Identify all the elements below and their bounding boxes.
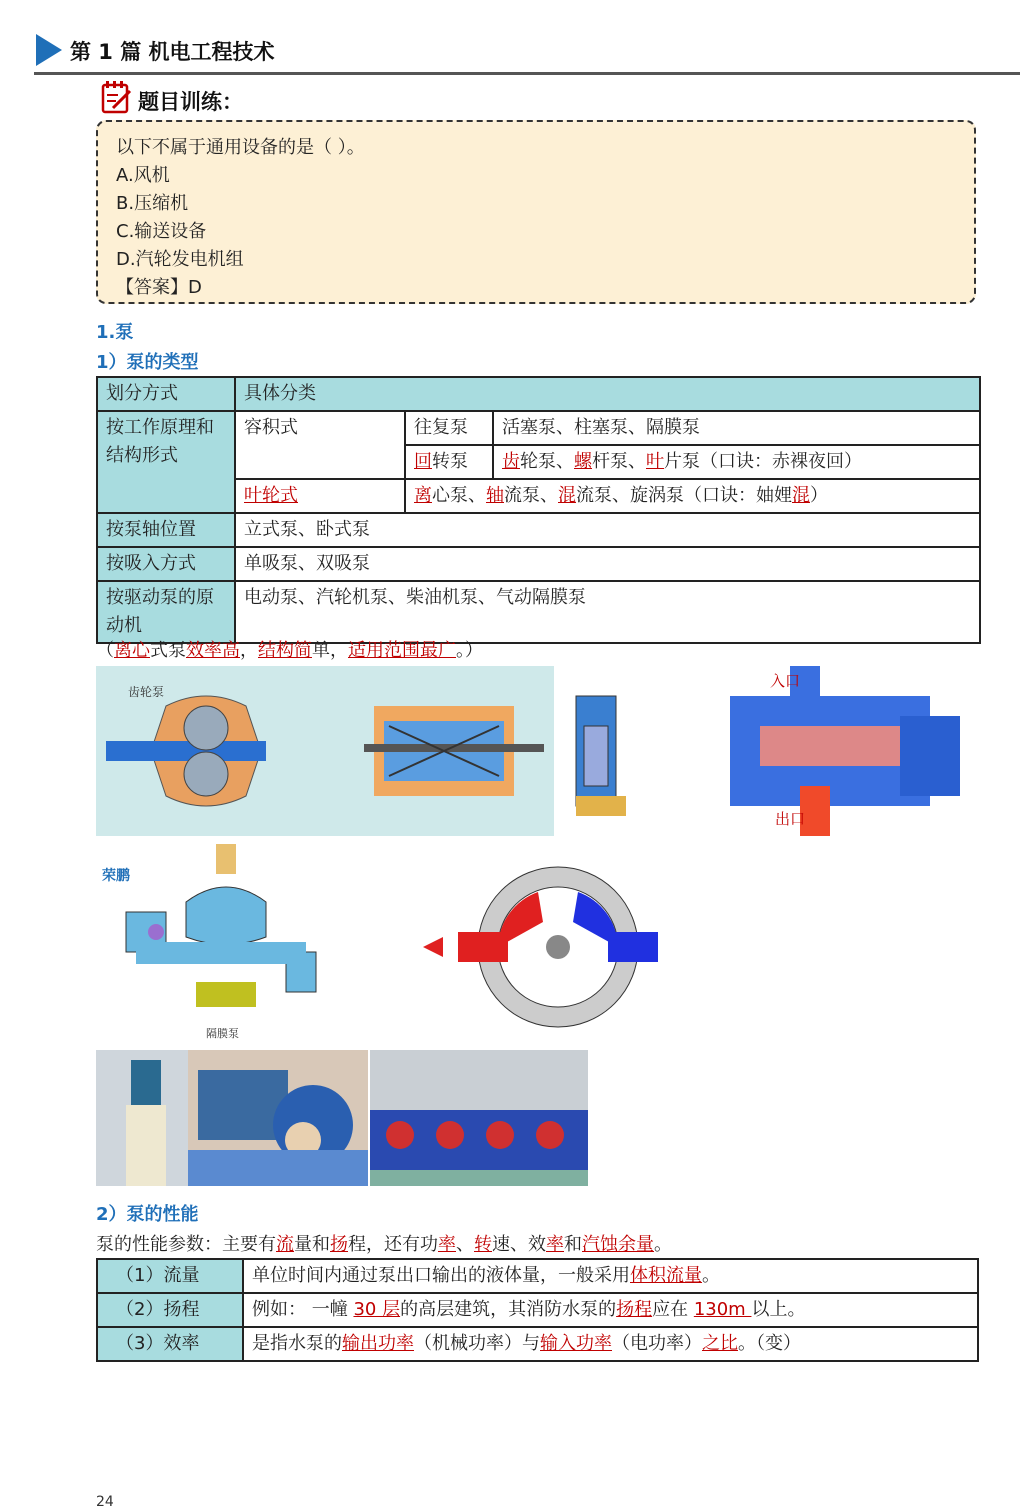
cell-reciprocating: 往复泵 [405, 411, 493, 445]
plain-text: （ [96, 640, 114, 661]
question-text: 以下不属于通用设备的是（ ）。 [116, 137, 365, 158]
table-header-cell: 具体分类 [235, 377, 980, 411]
emphasis-text: 体积流量 [630, 1265, 702, 1286]
emphasis-text: 输入功率 [540, 1333, 612, 1354]
outlet-label: 出口 [775, 810, 806, 828]
plain-text: 泵的性能参数：主要有 [96, 1234, 276, 1255]
plain-text: 心泵、 [432, 485, 486, 506]
subsection-pump-performance: 2）泵的性能 [96, 1204, 199, 1225]
row-label-axis: 按泵轴位置 [97, 513, 235, 547]
table-header-cell: 划分方式 [97, 377, 235, 411]
plain-text: 。 [702, 1265, 720, 1286]
table-row [97, 1327, 978, 1361]
plain-text: ， [240, 640, 258, 661]
plain-text: （机械功率）与 [414, 1333, 540, 1354]
emphasis-text: 混 [792, 485, 810, 506]
plain-text: 应在 [652, 1299, 694, 1320]
emphasis-text: 混 [558, 485, 576, 506]
emphasis-text: 扬程 [616, 1299, 653, 1320]
plain-text: 单， [312, 640, 348, 661]
plain-text: 轮泵、 [520, 451, 574, 472]
option-b: B.压缩机 [116, 193, 189, 214]
notepad-icon [100, 80, 132, 114]
option-c: C.输送设备 [116, 221, 207, 242]
cell-flow-value [243, 1259, 978, 1293]
table-row [97, 1293, 978, 1327]
plain-text: ） [810, 485, 828, 506]
cell-driver-value: 电动泵、汽轮机泵、柴油机泵、气动隔膜泵 [235, 581, 980, 643]
cell-volumetric: 容积式 [235, 411, 405, 479]
plain-text: 式泵 [150, 640, 186, 661]
emphasis-text: 螺 [574, 451, 592, 472]
answer-text: 【答案】D [116, 277, 202, 298]
header-arrow-icon [36, 34, 62, 66]
row-label-principle: 按工作原理和结构形式 [97, 411, 235, 513]
plain-text: 片泵（口诀：赤裸夜回） [664, 451, 862, 472]
plain-text: 流泵、旋涡泵（口诀：妯娌 [576, 485, 792, 506]
table-row [97, 547, 980, 581]
plain-text: （电功率） [612, 1333, 702, 1354]
cell-efficiency-value [243, 1327, 978, 1361]
pump-factory-photo [370, 1050, 588, 1186]
plain-text: 杆泵、 [592, 451, 646, 472]
plain-text: 的高层建筑，其消防水泵的 [400, 1299, 617, 1320]
emphasis-text: 扬 [330, 1234, 348, 1255]
row-label-flow: （1）流量 [97, 1259, 243, 1293]
cell-impeller [235, 479, 405, 513]
pump-types-table [96, 376, 981, 644]
plain-text: 流泵、 [504, 485, 558, 506]
row-label-head: （2）扬程 [97, 1293, 243, 1327]
cell-axis-value: 立式泵、卧式泵 [235, 513, 980, 547]
plain-text: 单位时间内通过泵出口输出的液体量，一般采用 [252, 1265, 630, 1286]
performance-intro [96, 1230, 672, 1256]
vertical-pump-photo [96, 1050, 188, 1186]
plain-text: 程，还有功 [348, 1234, 438, 1255]
plain-text: 以上。 [751, 1299, 806, 1320]
cell-head-value [243, 1293, 978, 1327]
gear-pump-label: 齿轮泵 [128, 685, 165, 699]
centrifugal-note [96, 636, 483, 662]
brand-logo-text: 荣鹏 [102, 868, 130, 884]
cell-rotary-list [493, 445, 980, 479]
table-row [97, 513, 980, 547]
emphasis-text: 叶 [646, 451, 664, 472]
emphasis-text: 130m [693, 1299, 752, 1320]
subsection-pump-types: 1）泵的类型 [96, 352, 199, 373]
plain-text: 。（变） [738, 1333, 801, 1354]
plain-text: 。 [654, 1234, 672, 1255]
emphasis-text: 离心 [114, 640, 150, 661]
section-heading-pump: 1.泵 [96, 322, 134, 343]
table-row [97, 411, 980, 445]
cell-reciprocating-list: 活塞泵、柱塞泵、隔膜泵 [493, 411, 980, 445]
diaphragm-pump-diagram [96, 842, 356, 1042]
plain-text: 例如： 一幢 [252, 1299, 354, 1320]
cell-impeller-list [405, 479, 980, 513]
diaphragm-pump-label: 隔膜泵 [206, 1027, 239, 1040]
emphasis-text: 适用范围最广 [348, 640, 456, 661]
table-row [97, 581, 980, 643]
emphasis-text: 流 [276, 1234, 294, 1255]
header-divider [34, 72, 1020, 75]
emphasis-text: 汽蚀余量 [582, 1234, 654, 1255]
emphasis-text: 效率高 [186, 640, 240, 661]
centrifugal-pump-diagram [700, 666, 968, 838]
impeller-label: 叶轮式 [244, 485, 298, 506]
plain-text: 、 [456, 1234, 474, 1255]
plain-text: 。） [456, 640, 483, 661]
inlet-label: 入口 [770, 672, 801, 690]
emphasis-text: 率 [546, 1234, 564, 1255]
table-row [97, 1259, 978, 1293]
emphasis-text: 结构简 [258, 640, 312, 661]
split-case-pump-photo [188, 1050, 368, 1186]
pump-performance-table [96, 1258, 979, 1362]
emphasis-text: 30 层 [353, 1299, 401, 1320]
gear-pump-diagram [96, 666, 324, 836]
row-label-suction: 按吸入方式 [97, 547, 235, 581]
emphasis-text: 转 [474, 1234, 492, 1255]
vane-pump-diagram [418, 862, 708, 1032]
cell-suction-value: 单吸泵、双吸泵 [235, 547, 980, 581]
question-box [96, 120, 976, 304]
row-label-driver: 按驱动泵的原动机 [97, 581, 235, 643]
plain-text: 量和 [294, 1234, 330, 1255]
plain-text: 是指水泵的 [252, 1333, 342, 1354]
page-number: 24 [96, 1494, 114, 1510]
emphasis-text: 离 [414, 485, 432, 506]
plain-text: 速、效 [492, 1234, 546, 1255]
exercise-title: 题目训练： [138, 90, 243, 114]
option-d: D.汽轮发电机组 [116, 249, 244, 270]
emphasis-text: 率 [438, 1234, 456, 1255]
table-header-row [97, 377, 980, 411]
emphasis-text: 齿 [502, 451, 520, 472]
screw-pump-diagram [324, 666, 554, 836]
page-header-title: 第 1 篇 机电工程技术 [70, 40, 275, 64]
row-label-efficiency: （3）效率 [97, 1327, 243, 1361]
rotary-suffix: 转泵 [432, 451, 468, 472]
plain-text: 和 [564, 1234, 582, 1255]
cell-rotary [405, 445, 493, 479]
option-a: A.风机 [116, 165, 170, 186]
emphasis-text: 输出功率 [342, 1333, 414, 1354]
rotary-prefix: 回 [414, 451, 432, 472]
emphasis-text: 轴 [486, 485, 504, 506]
emphasis-text: 之比 [702, 1333, 738, 1354]
reciprocating-pump-diagram [556, 686, 666, 826]
